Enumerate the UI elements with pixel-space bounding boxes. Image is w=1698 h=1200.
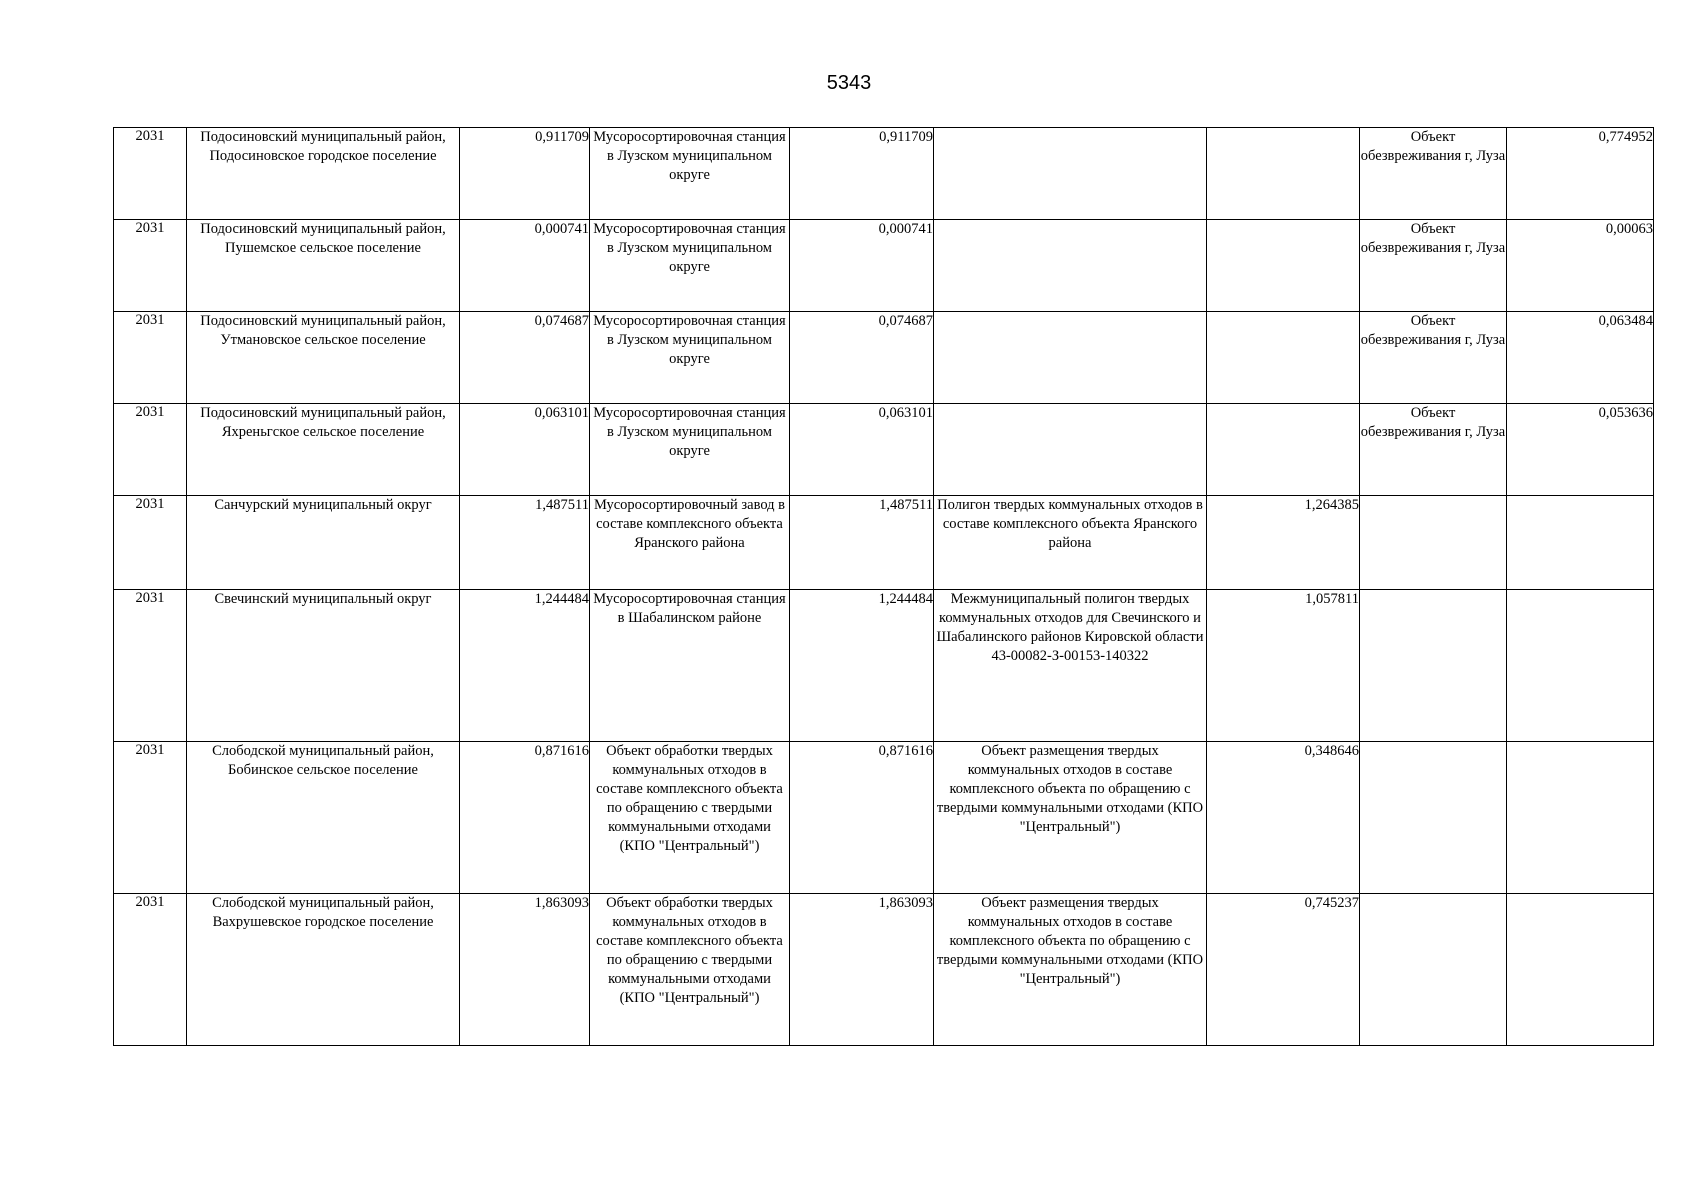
disposal-facility-cell: Полигон твердых коммунальных отходов в составе комплексного объекта Яранского района [934, 496, 1207, 590]
year-cell: 2031 [114, 590, 187, 742]
municipality-cell: Свечинский муниципальный округ [187, 590, 460, 742]
table-row [114, 742, 1654, 894]
amount-disposed-cell: 1,057811 [1207, 590, 1360, 742]
neutralization-facility-cell [1360, 590, 1507, 742]
disposal-facility-cell [934, 404, 1207, 496]
processing-facility-cell: Мусоросортировочная станция в Лузском муниципальном округе [590, 128, 790, 220]
year-cell: 2031 [114, 312, 187, 404]
amount-generated-cell: 0,871616 [460, 742, 590, 894]
processing-facility-cell: Объект обработки твердых коммунальных отходов в составе комплексного объекта по обращению с твердыми коммунальными отходами (КПО "Центральный") [590, 742, 790, 894]
neutralization-facility-cell [1360, 496, 1507, 590]
table-row [114, 590, 1654, 742]
neutralization-facility-cell: Объект обезвреживания г, Луза [1360, 128, 1507, 220]
neutralization-facility-cell [1360, 742, 1507, 894]
disposal-facility-cell [934, 128, 1207, 220]
year-cell: 2031 [114, 404, 187, 496]
disposal-facility-cell: Межмуниципальный полигон твердых коммунальных отходов для Свечинского и Шабалинского районов Кировской области 43-00082-З-00153-140322 [934, 590, 1207, 742]
amount-neutralized-cell [1507, 590, 1654, 742]
municipality-cell: Слободской муниципальный район, Бобинское сельское поселение [187, 742, 460, 894]
amount-generated-cell: 1,863093 [460, 894, 590, 1046]
amount-processed-cell: 0,063101 [790, 404, 934, 496]
amount-disposed-cell [1207, 220, 1360, 312]
amount-neutralized-cell: 0,00063 [1507, 220, 1654, 312]
disposal-facility-cell [934, 220, 1207, 312]
municipality-cell: Подосиновский муниципальный район, Яхреньгское сельское поселение [187, 404, 460, 496]
amount-generated-cell: 0,063101 [460, 404, 590, 496]
municipality-cell: Подосиновский муниципальный район, Утмановское сельское поселение [187, 312, 460, 404]
municipality-cell: Санчурский муниципальный округ [187, 496, 460, 590]
amount-neutralized-cell: 0,063484 [1507, 312, 1654, 404]
year-cell: 2031 [114, 742, 187, 894]
municipality-cell: Слободской муниципальный район, Вахрушевское городское поселение [187, 894, 460, 1046]
amount-generated-cell: 0,000741 [460, 220, 590, 312]
amount-processed-cell: 0,871616 [790, 742, 934, 894]
neutralization-facility-cell [1360, 894, 1507, 1046]
table-row [114, 496, 1654, 590]
amount-generated-cell: 0,074687 [460, 312, 590, 404]
page-number: 5343 [826, 72, 872, 94]
table-row [114, 312, 1654, 404]
processing-facility-cell: Мусоросортировочная станция в Лузском муниципальном округе [590, 404, 790, 496]
amount-disposed-cell [1207, 404, 1360, 496]
neutralization-facility-cell: Объект обезвреживания г, Луза [1360, 312, 1507, 404]
disposal-facility-cell [934, 312, 1207, 404]
disposal-facility-cell: Объект размещения твердых коммунальных отходов в составе комплексного объекта по обращению с твердыми коммунальными отходами (КПО "Центральный") [934, 742, 1207, 894]
amount-disposed-cell: 1,264385 [1207, 496, 1360, 590]
amount-neutralized-cell [1507, 894, 1654, 1046]
amount-generated-cell: 0,911709 [460, 128, 590, 220]
amount-processed-cell: 1,244484 [790, 590, 934, 742]
table-row [114, 128, 1654, 220]
amount-generated-cell: 1,244484 [460, 590, 590, 742]
neutralization-facility-cell: Объект обезвреживания г, Луза [1360, 220, 1507, 312]
year-cell: 2031 [114, 220, 187, 312]
processing-facility-cell: Объект обработки твердых коммунальных отходов в составе комплексного объекта по обращению с твердыми коммунальными отходами (КПО "Центральный") [590, 894, 790, 1046]
amount-generated-cell: 1,487511 [460, 496, 590, 590]
disposal-facility-cell: Объект размещения твердых коммунальных отходов в составе комплексного объекта по обращению с твердыми коммунальными отходами (КПО "Центральный") [934, 894, 1207, 1046]
municipality-cell: Подосиновский муниципальный район, Пушемское сельское поселение [187, 220, 460, 312]
processing-facility-cell: Мусоросортировочная станция в Шабалинском районе [590, 590, 790, 742]
amount-neutralized-cell [1507, 742, 1654, 894]
municipality-cell: Подосиновский муниципальный район, Подосиновское городское поселение [187, 128, 460, 220]
processing-facility-cell: Мусоросортировочная станция в Лузском муниципальном округе [590, 312, 790, 404]
waste-flow-table [113, 127, 1654, 1046]
amount-processed-cell: 0,074687 [790, 312, 934, 404]
amount-processed-cell: 0,911709 [790, 128, 934, 220]
amount-neutralized-cell: 0,774952 [1507, 128, 1654, 220]
amount-processed-cell: 1,863093 [790, 894, 934, 1046]
amount-neutralized-cell [1507, 496, 1654, 590]
year-cell: 2031 [114, 128, 187, 220]
amount-disposed-cell [1207, 128, 1360, 220]
amount-disposed-cell [1207, 312, 1360, 404]
neutralization-facility-cell: Объект обезвреживания г, Луза [1360, 404, 1507, 496]
amount-disposed-cell: 0,348646 [1207, 742, 1360, 894]
table-row [114, 404, 1654, 496]
processing-facility-cell: Мусоросортировочный завод в составе комплексного объекта Яранского района [590, 496, 790, 590]
table-row [114, 220, 1654, 312]
year-cell: 2031 [114, 496, 187, 590]
amount-processed-cell: 1,487511 [790, 496, 934, 590]
amount-disposed-cell: 0,745237 [1207, 894, 1360, 1046]
amount-neutralized-cell: 0,053636 [1507, 404, 1654, 496]
amount-processed-cell: 0,000741 [790, 220, 934, 312]
year-cell: 2031 [114, 894, 187, 1046]
table-row [114, 894, 1654, 1046]
processing-facility-cell: Мусоросортировочная станция в Лузском муниципальном округе [590, 220, 790, 312]
